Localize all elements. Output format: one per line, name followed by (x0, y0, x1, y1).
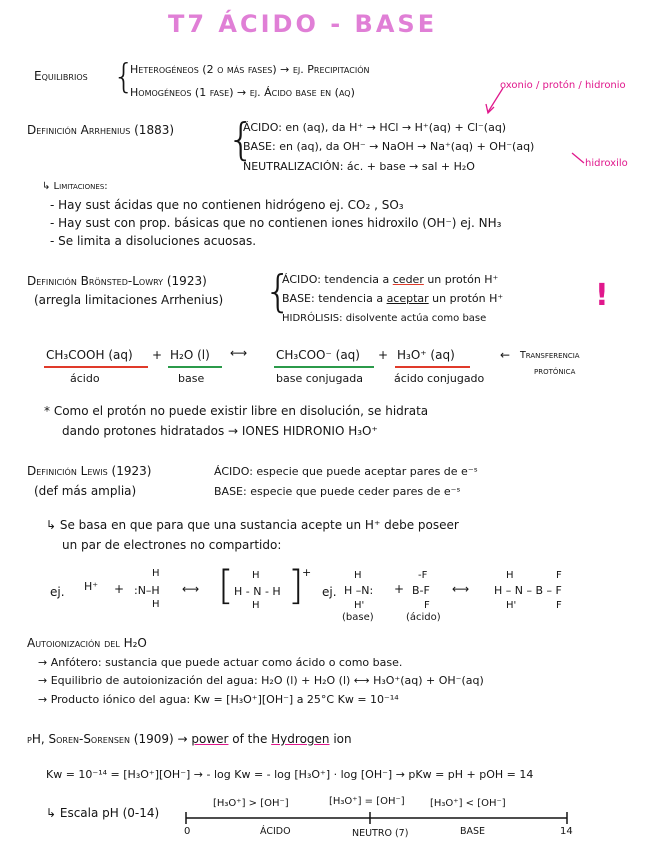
equilibrio-autoionizacion: → Equilibrio de autoionización del agua: H₂O (l) + H₂O (l) ⟷ H₃O⁺(aq) + OH⁻(aq) (38, 674, 484, 687)
arrhenius-neutralizacion: NEUTRALIZACIÓN: ác. + base → sal + H₂O (243, 160, 475, 173)
reaction-p1: CH₃COO⁻ (aq) (276, 348, 360, 362)
exclaim-mark: ! (595, 278, 609, 313)
anfotero: → Anfótero: sustancia que puede actuar como ácido o como base. (38, 656, 403, 669)
transfer-arrow: ← (500, 348, 511, 362)
scale-acido: ÁCIDO (260, 826, 291, 837)
bronsted-hidrolisis: HIDRÓLISIS: disolvente actúa como base (282, 313, 487, 324)
scale-acid-cond: [H₃O⁺] > [OH⁻] (213, 798, 289, 809)
complex-bracket-right: ] (288, 563, 304, 609)
ph-label: pH, Soren-Sorensen (1909) → power of the Hydrogen ion (27, 732, 352, 746)
lewis-arrow-2: ⟷ (452, 582, 470, 596)
nh4-h-top: H (252, 570, 260, 581)
arrhenius-brace: { (227, 114, 255, 165)
escala-label: ↳ Escala pH (0-14) (46, 806, 160, 820)
lewis-note-1: ↳ Se basa en que para que una sustancia acepte un H⁺ debe poseer (46, 518, 459, 532)
nh4-h-bottom: H (252, 600, 260, 611)
hidroxilo-note: hidroxilo (585, 158, 628, 169)
lewis-sublabel: (def más amplia) (34, 484, 137, 498)
lewis-plus: + (114, 582, 125, 596)
hidratacion-note-2: dando protones hidratados → IONES HIDRONIO H₃O⁺ (62, 424, 378, 438)
label-base: base (178, 372, 205, 385)
reaction-r1: CH₃COOH (aq) (46, 348, 133, 362)
nh3-structure: :N–H (134, 584, 160, 597)
label-base-conjugada: base conjugada (276, 372, 363, 385)
bronsted-acido: ÁCIDO: tendencia a ceder un protón H⁺ (282, 273, 499, 286)
adduct-f-bottom: F (556, 600, 562, 611)
arrhenius-label: Definición Arrhenius (1883) (27, 123, 175, 137)
lewis-h-plus: H⁺ (84, 580, 99, 593)
lewis-ej-2: ej. (322, 585, 337, 599)
reaction-r2: H₂O (l) (170, 348, 210, 362)
reaction-arrow: ⟷ (230, 346, 248, 360)
limitacion-3: - Se limita a disoluciones acuosas. (50, 234, 257, 248)
scale-neutral-cond: [H₃O⁺] = [OH⁻] (329, 796, 405, 807)
scale-base: BASE (460, 826, 486, 837)
lewis-base: BASE: especie que puede ceder pares de e⁻ˢ (214, 485, 461, 498)
page-title: T7 ÁCIDO - BASE (168, 10, 438, 38)
transfer-label: Transferencia (520, 350, 580, 361)
lewis-ej-1: ej. (50, 585, 65, 599)
lewis-acido: ÁCIDO: especie que puede aceptar pares de e⁻ˢ (214, 465, 478, 478)
limitacion-2: - Hay sust con prop. básicas que no contienen iones hidroxilo (OH⁻) ej. NH₃ (50, 216, 502, 230)
bronsted-brace: { (264, 266, 292, 317)
complex-charge: + (302, 566, 312, 579)
equilibrios-label: Equilibrios (34, 69, 88, 83)
reaction-plus-1: + (152, 348, 163, 362)
arrhenius-acido: ÁCIDO: en (aq), da H⁺ → HCl → H⁺(aq) + Cl⁻(aq) (243, 121, 507, 134)
label-acido: ácido (70, 372, 100, 385)
label-acido-conjugado: ácido conjugado (394, 372, 485, 385)
lewis-label: Definición Lewis (1923) (27, 464, 152, 478)
limitacion-1: - Hay sust ácidas que no contienen hidrógeno ej. CO₂ , SO₃ (50, 198, 404, 212)
scale-neutro: NEUTRO (7) (352, 828, 409, 839)
equilibrios-brace: { (113, 57, 135, 97)
nh3-h-bottom: H (152, 599, 160, 610)
nh3b-h-top: H (354, 570, 362, 581)
bronsted-label: Definición Brönsted-Lowry (1923) (27, 274, 207, 288)
adduct-structure: H – N – B – F (494, 584, 562, 597)
oxonio-arrow (488, 88, 503, 112)
label-acido-lewis: (ácido) (406, 612, 441, 623)
scale-fourteen: 14 (560, 826, 573, 837)
hidratacion-note-1: * Como el protón no puede existir libre en disolución, se hidrata (44, 404, 429, 418)
adduct-h-top: H (506, 570, 514, 581)
lewis-note-2: un par de electrones no compartido: (62, 538, 282, 552)
scale-base-cond: [H₃O⁺] < [OH⁻] (430, 798, 506, 809)
label-base-lewis: (base) (342, 612, 374, 623)
producto-ionico: → Producto iónico del agua: Kw = [H₃O⁺][OH⁻] a 25°C Kw = 10⁻¹⁴ (38, 693, 399, 706)
oxonio-note: oxonio / protón / hidronio (500, 80, 626, 91)
complex-bracket-left: [ (218, 563, 234, 609)
equilibrios-heterogeneos: Heterogéneos (2 o más fases) → ej. Precipitación (130, 63, 370, 76)
limitaciones-label: ↳ Limitaciones: (42, 181, 108, 192)
bf3-f-bottom: F (424, 600, 430, 611)
lewis-plus-2: + (394, 582, 405, 596)
bf3-f-top: -F (418, 570, 428, 581)
lewis-arrow: ⟷ (182, 582, 200, 596)
adduct-h-bottom: H' (506, 600, 517, 611)
bf3-structure: B-F (412, 584, 430, 597)
reaction-plus-2: + (378, 348, 389, 362)
nh4-structure: H - N - H (234, 585, 281, 598)
transfer-label-2: protónica (534, 366, 576, 377)
bronsted-base: BASE: tendencia a aceptar un protón H⁺ (282, 292, 504, 305)
adduct-f-top: F (556, 570, 562, 581)
hidroxilo-arrow (572, 153, 584, 163)
bronsted-sublabel: (arregla limitaciones Arrhenius) (34, 293, 224, 307)
scale-zero: 0 (184, 826, 191, 837)
arrhenius-base: BASE: en (aq), da OH⁻ → NaOH → Na⁺(aq) + OH⁻(aq) (243, 140, 535, 153)
nh3-h-top: H (152, 568, 160, 579)
ph-formula: Kw = 10⁻¹⁴ = [H₃O⁺][OH⁻] → - log Kw = - log [H₃O⁺] · log [OH⁻] → pKw = pH + pOH = 14 (46, 768, 534, 781)
reaction-p2: H₃O⁺ (aq) (397, 348, 455, 362)
nh3b-h-bottom: H' (354, 600, 365, 611)
nh3b-structure: H –N: (344, 584, 374, 597)
autoionizacion-label: Autoionización del H₂O (27, 636, 147, 650)
equilibrios-homogeneos: Homogéneos (1 fase) → ej. Ácido base en (aq) (130, 86, 355, 99)
